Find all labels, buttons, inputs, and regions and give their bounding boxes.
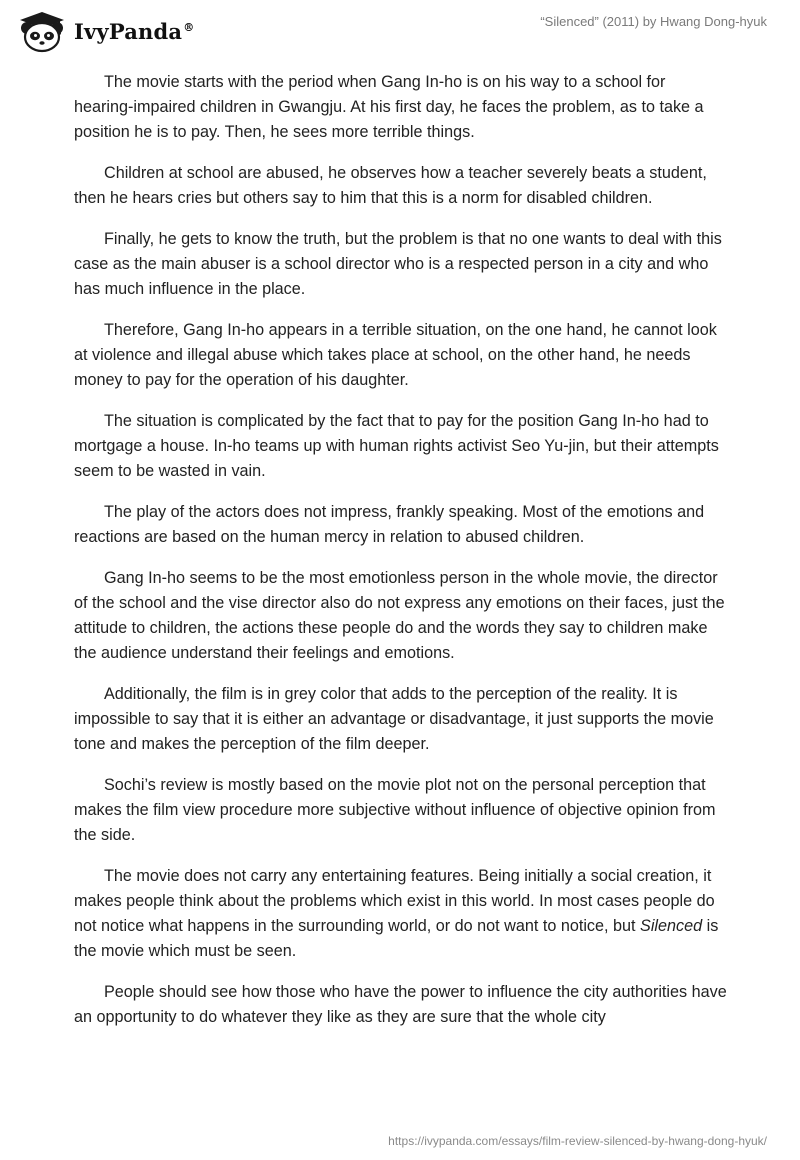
paragraph-text: is the movie which must be seen.: [74, 917, 719, 960]
paragraph-text: The movie does not carry any entertaining features. Being initially a social creation, it makes people think about the problems which exist in this world. In most cases people do not notice what happens in the surrounding world, or do not want to notice, but: [74, 867, 715, 935]
paragraph: The movie starts with the period when Gang In-ho is on his way to a school for hearing-impaired children in Gwangju. At his first day, he faces the problem, as to take a position he is to pay. Then, he sees more terrible things.: [74, 73, 704, 141]
paragraph: Children at school are abused, he observes how a teacher severely beats a student, then he hears cries but others say to him that this is a norm for disabled children.: [74, 164, 707, 207]
paragraph: [74, 864, 728, 964]
panda-graduate-icon: [14, 8, 70, 54]
paragraph: Sochi’s review is mostly based on the movie plot not on the personal perception that makes the film view procedure more subjective without influence of objective opinion from the side.: [74, 776, 716, 844]
essay-body: [74, 70, 728, 1046]
paragraph: The play of the actors does not impress, frankly speaking. Most of the emotions and reactions are based on the human mercy in relation to abused children.: [74, 503, 705, 546]
source-url[interactable]: https://ivypanda.com/essays/film-review-silenced-by-hwang-dong-hyuk/: [388, 1134, 767, 1148]
ivypanda-logo[interactable]: [14, 8, 194, 54]
paragraph: The situation is complicated by the fact that to pay for the position Gang In-ho had to mortgage a house. In-ho teams up with human rights activist Seo Yu-jin, but their attempts seem to be wasted in vain.: [74, 412, 719, 480]
paragraph: Therefore, Gang In-ho appears in a terrible situation, on the one hand, he cannot look at violence and illegal abuse which takes place at school, on the other hand, he needs money to pay for the operation of his daughter.: [74, 321, 717, 389]
movie-title-italic: Silenced: [640, 917, 703, 935]
paragraph: Gang In-ho seems to be the most emotionless person in the whole movie, the director of the school and the vise director also do not express any emotions on their faces, just the attitude to children, the actions these people do and the words they say to children make the audience understand their feelings and emotions.: [74, 569, 725, 662]
paragraph: Additionally, the film is in grey color that adds to the perception of the reality. It is impossible to say that it is either an advantage or disadvantage, it just supports the movie tone and makes the perception of the film deeper.: [74, 685, 714, 753]
paragraph: Finally, he gets to know the truth, but the problem is that no one wants to deal with this case as the main abuser is a school director who is a respected person in a city and who has much influence in the place.: [74, 230, 722, 298]
paragraph: People should see how those who have the power to influence the city authorities have an opportunity to do whatever they like as they are sure that the whole city: [74, 983, 727, 1026]
logo-text: IvyPanda®: [74, 18, 195, 44]
document-title: “Silenced” (2011) by Hwang Dong-hyuk: [540, 14, 767, 29]
page-header: [0, 0, 800, 60]
